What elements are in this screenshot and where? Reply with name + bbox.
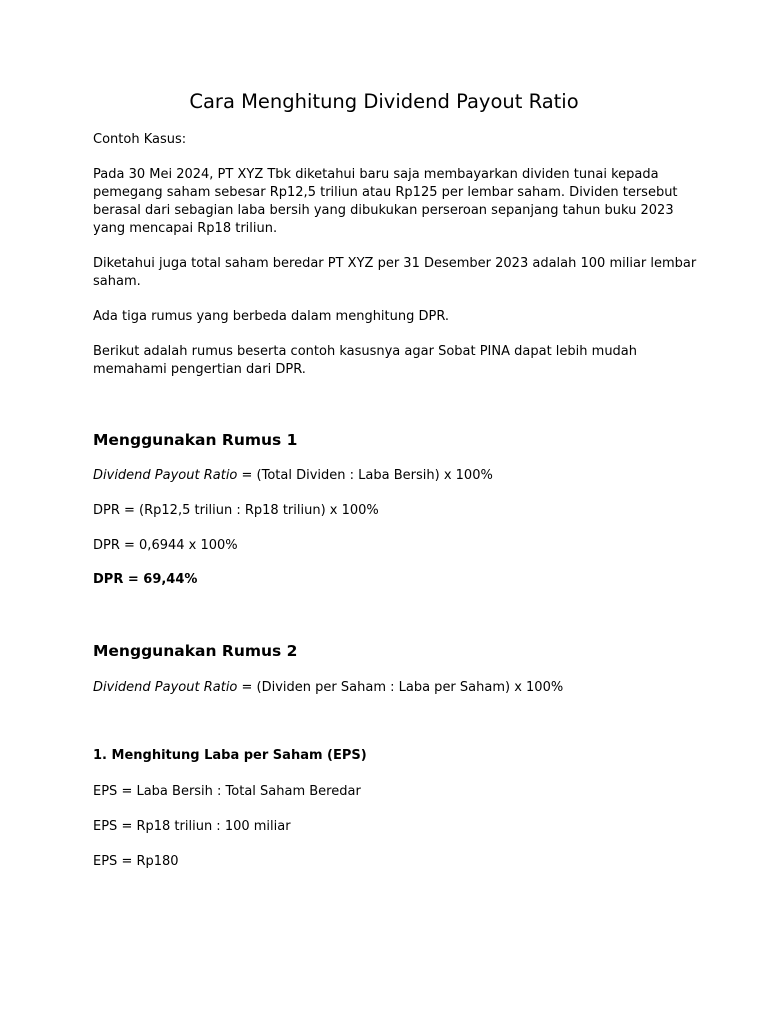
rumus2-heading: Menggunakan Rumus 2 xyxy=(93,642,298,660)
paragraph-line: pemegang saham sebesar Rp12,5 triliun atau Rp125 per lembar saham. Dividen tersebut xyxy=(93,185,678,200)
case-label: Contoh Kasus: xyxy=(93,132,187,147)
rumus1-result: DPR = 69,44% xyxy=(93,572,198,587)
paragraph-line: memahami pengertian dari DPR. xyxy=(93,362,306,377)
paragraph-line: berasal dari sebagian laba bersih yang dibukukan perseroan sepanjang tahun buku 2023 xyxy=(93,203,674,218)
paragraph-line: Diketahui juga total saham beredar PT XYZ per 31 Desember 2023 adalah 100 miliar lembar xyxy=(93,256,697,271)
paragraph-line: Pada 30 Mei 2024, PT XYZ Tbk diketahui baru saja membayarkan dividen tunai kepada xyxy=(93,167,659,182)
paragraph-line: Berikut adalah rumus beserta contoh kasusnya agar Sobat PINA dapat lebih mudah xyxy=(93,344,638,359)
eps-result: EPS = Rp180 xyxy=(93,854,179,869)
paragraph-line: yang mencapai Rp18 triliun. xyxy=(93,221,278,236)
formula-term: Dividend Payout Ratio xyxy=(93,680,238,695)
page-title: Cara Menghitung Dividend Payout Ratio xyxy=(189,90,579,113)
rumus1-step-1: DPR = (Rp12,5 triliun : Rp18 triliun) x 100% xyxy=(93,503,379,518)
formula-expression: = (Dividen per Saham : Laba per Saham) x 100% xyxy=(237,680,564,695)
paragraph-line: saham. xyxy=(93,274,141,289)
rumus2-formula xyxy=(93,679,693,697)
eps-step: EPS = Rp18 triliun : 100 miliar xyxy=(93,819,291,834)
formula-term: Dividend Payout Ratio xyxy=(93,468,238,483)
eps-formula: EPS = Laba Bersih : Total Saham Beredar xyxy=(93,784,361,799)
eps-sub-heading: 1. Menghitung Laba per Saham (EPS) xyxy=(93,748,367,763)
rumus1-step-2: DPR = 0,6944 x 100% xyxy=(93,538,238,553)
formula-expression: = (Total Dividen : Laba Bersih) x 100% xyxy=(237,468,493,483)
intro-paragraph-3: Ada tiga rumus yang berbeda dalam menghitung DPR. xyxy=(93,309,450,324)
rumus1-formula xyxy=(93,467,693,485)
rumus1-heading: Menggunakan Rumus 1 xyxy=(93,431,298,449)
